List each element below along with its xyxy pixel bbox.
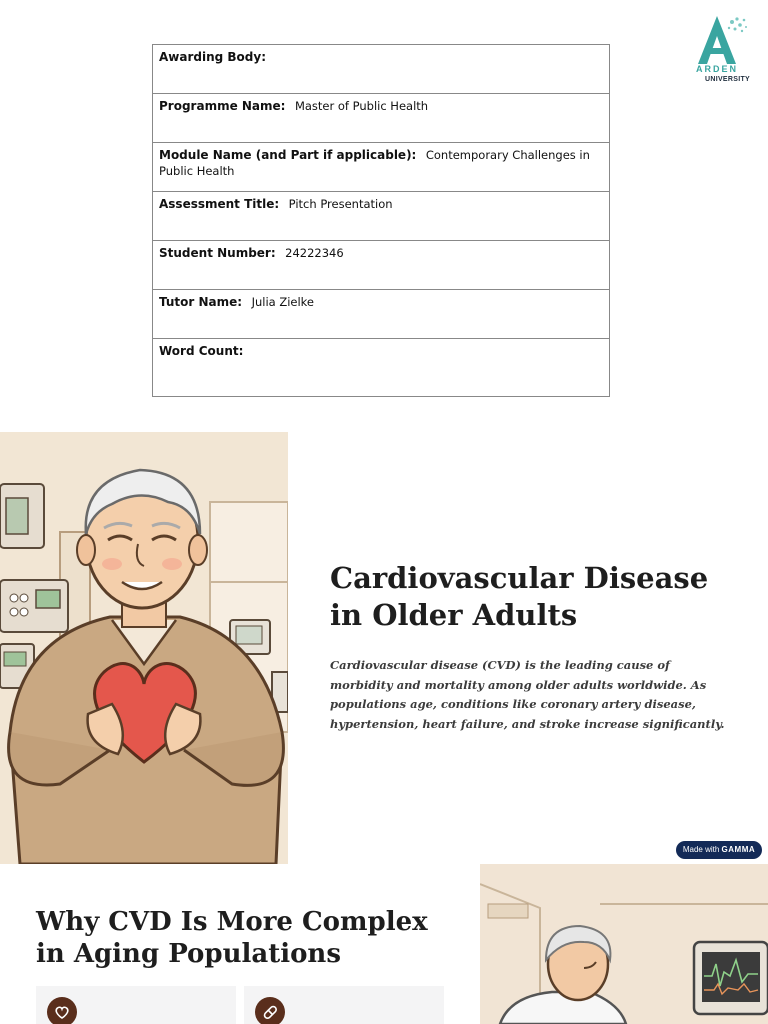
form-row-module-name (153, 143, 609, 192)
slide-title: Why CVD Is More Complex in Aging Populations (36, 907, 428, 969)
form-value: 24222346 (285, 246, 344, 260)
form-label: Programme Name: (159, 99, 286, 113)
form-row-assessment-title (153, 192, 609, 241)
slide-why-cvd-complex (0, 864, 768, 1024)
form-label: Awarding Body: (159, 50, 267, 64)
elderly-man-holding-heart-illustration (0, 432, 288, 864)
form-value: Contemporary Challenges in Public Health (159, 148, 590, 178)
form-row-tutor-name (153, 290, 609, 339)
slide-body-text: Cardiovascular disease (CVD) is the leading cause of morbidity and mortality among older adults worldwide. As populations age, conditions like coronary artery disease, hypertension, heart failure, and stroke increase significantly. (330, 658, 725, 731)
badge-brand: GAMMA (721, 845, 756, 854)
form-row-awarding-body (153, 45, 609, 94)
form-row-programme-name (153, 94, 609, 143)
made-with-gamma-badge[interactable] (676, 841, 762, 859)
info-card (36, 986, 236, 1024)
form-value: Master of Public Health (294, 99, 429, 113)
cover-page (0, 0, 768, 432)
logo-subtitle: UNIVERSITY (704, 76, 750, 83)
form-value: Pitch Presentation (288, 197, 393, 211)
pill-icon (255, 997, 285, 1024)
form-label: Word Count: (159, 344, 244, 358)
arden-university-logo (684, 14, 750, 86)
form-label: Tutor Name: (159, 295, 243, 309)
form-label: Module Name (and Part if applicable): (159, 148, 417, 162)
logo-a-icon (684, 14, 750, 66)
badge-prefix: Made with (682, 845, 720, 854)
slide-cardiovascular-disease (0, 432, 768, 864)
doctor-with-monitor-illustration (480, 864, 768, 1024)
form-row-student-number (153, 241, 609, 290)
form-label: Assessment Title: (159, 197, 280, 211)
logo-wordmark: ARDEN (695, 64, 738, 74)
form-label: Student Number: (159, 246, 276, 260)
assessment-details-table (152, 44, 610, 397)
form-row-word-count (153, 339, 609, 396)
slide-title: Cardiovascular Disease in Older Adults (330, 561, 709, 632)
heart-icon (47, 997, 77, 1024)
form-value: Julia Zielke (251, 295, 315, 309)
info-card (244, 986, 444, 1024)
